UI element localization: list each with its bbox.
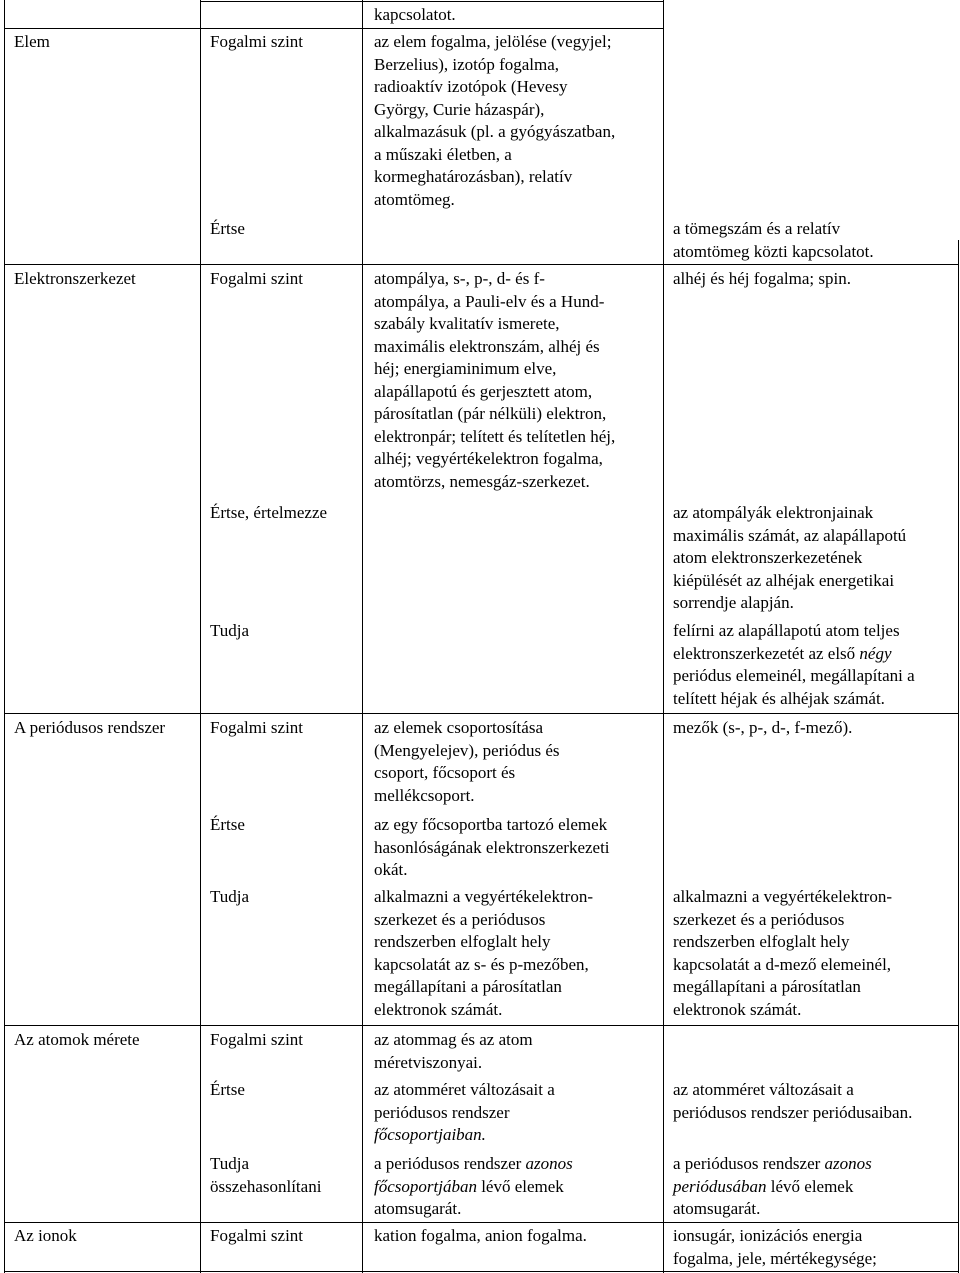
cell-text-line: elektronok számát. [673,999,802,1019]
cell-text-line: kiépülését az alhéjak energetikai [673,570,895,590]
table-border-left [4,0,5,1273]
cell-text-line: Értse [210,815,245,834]
cell-text-line: alkalmazni a vegyértékelektron- [673,887,892,906]
advanced-level-cell [673,1153,872,1221]
cell-text-line: a műszaki életben, a [374,144,512,164]
cell-text-line: Értse [210,1080,245,1099]
level-cell [210,1153,321,1198]
middle-level-cell [374,886,593,1021]
row-divider [4,264,959,265]
cell-text-line: atom elektronszerkezetének [673,548,863,567]
level-cell [210,814,245,837]
cell-text-line: megállapítani a párosítatlan [374,977,562,996]
cell-text-line: atompálya, s-, p-, d- és f- [374,269,545,288]
cell-text-line: atomtörzs, nemesgáz-szerkezet. [374,471,590,491]
cell-text-line: kapcsolatát a d-mező elemeinél, [673,954,892,974]
cell-text-line: (Mengyelejev), periódus és [374,740,560,760]
cell-text-line: sorrendje alapján. [673,593,794,612]
middle-level-cell [374,31,615,211]
cell-text-line: héj; energiaminimum elve, [374,359,557,378]
cell-text-line: Elektronszerkezet [14,269,136,288]
advanced-level-cell [673,502,906,615]
advanced-level-cell [673,1225,877,1270]
cell-text-line: atomtömeg közti kapcsolatot. [673,241,874,261]
cell-text-line: kormeghatározásban), relatív [374,167,573,186]
level-cell [210,31,303,54]
cell-text-line: párosítatlan (pár nélküli) elektron, [374,404,607,423]
cell-text-line: megállapítani a párosítatlan [673,977,861,996]
advanced-level-cell [673,268,851,291]
cell-text-line: alhéj és héj fogalma; spin. [673,269,851,288]
cell-text-line: ionsugár, ionizációs energia [673,1226,863,1245]
table-border-bottom [4,1271,959,1272]
cell-text-line: az atomméret változásait a [673,1080,854,1099]
level-cell [210,1029,303,1052]
cell-text-line: Az ionok [14,1226,77,1245]
cell-text-line: rendszerben elfoglalt hely [673,932,850,951]
level-cell [210,620,249,643]
topic-cell [14,268,136,291]
middle-level-cell [374,1029,533,1074]
cell-text-line: főcsoportjaiban. [374,1125,486,1144]
cell-text-line: periódusos rendszer [374,1102,510,1122]
middle-level-cell [374,268,615,493]
cell-text-line: maximális elektronszám, alhéj és [374,336,600,356]
cell-text-line: méretviszonyai. [374,1052,483,1072]
cell-text-line: elektronok számát. [374,999,503,1019]
row-divider [4,1222,959,1223]
cell-text-line: atomsugarát. [374,1199,462,1218]
cell-text-line: rendszerben elfoglalt hely [374,932,551,951]
cell-text-line: atompálya, a Pauli-elv és a Hund- [374,291,605,311]
cell-text-line: Tudja [210,887,250,906]
cell-text-line: Fogalmi szint [210,1030,304,1049]
cell-text-line: összehasonlítani [210,1176,322,1196]
cell-text-line: alkalmazásuk (pl. a gyógyászatban, [374,122,616,141]
cell-text-line: kapcsolatot. [374,5,456,24]
level-cell [210,886,249,909]
cell-text-line: szerkezet és a periódusos [374,909,546,929]
cell-text-line: az elemek csoportosítása [374,718,543,737]
col4-divider [663,0,664,1273]
cell-text-line: az atomméret változásait a [374,1080,555,1099]
advanced-level-cell [673,620,915,710]
cell-text-line: Az atomok mérete [14,1030,140,1049]
cell-text-line: okát. [374,860,408,879]
cell-text-line: mezők (s-, p-, d-, f-mező). [673,718,853,737]
level-cell [210,268,303,291]
level-cell [210,717,303,740]
cell-text-line: A periódusos rendszer [14,718,166,737]
advanced-level-cell [673,717,852,740]
topic-cell [14,31,50,54]
cell-text-line: alhéj; vegyértékelektron fogalma, [374,449,603,468]
cell-text-line: főcsoportjában lévő elemek [374,1176,564,1196]
topic-cell [14,717,165,740]
cell-text-line: alapállapotú és gerjesztett atom, [374,381,593,401]
advanced-level-cell [673,1079,912,1124]
cell-text-line: Elem [14,32,50,51]
topic-cell [14,1029,140,1052]
cell-text-line: felírni az alapállapotú atom teljes [673,621,900,640]
cell-text-line: mellékcsoport. [374,785,475,805]
level-cell [210,502,327,525]
level-cell [210,1079,245,1102]
cell-text-line: telített héjak és alhéjak számát. [673,688,885,708]
cell-text-line: kation fogalma, anion fogalma. [374,1226,587,1245]
cell-text-line: az atommag és az atom [374,1030,533,1049]
cell-text-line: a periódusos rendszer azonos [374,1154,573,1173]
cell-text-line: a tömegszám és a relatív [673,219,841,238]
col2-divider [200,0,201,1273]
cell-text-line: maximális számát, az alapállapotú [673,525,907,545]
cell-text-line: Értse, értelmezze [210,503,328,522]
cell-text-line: Fogalmi szint [210,32,304,51]
middle-level-cell [374,1079,555,1147]
cell-text-line: periódusos rendszer periódusaiban. [673,1102,913,1122]
cell-text-line: atomsugarát. [673,1199,761,1218]
cell-text-line: periódusában lévő elemek [673,1176,854,1196]
row-divider [200,1,664,2]
advanced-level-cell [673,886,892,1021]
row-divider [4,28,664,29]
cell-text-line: az elem fogalma, jelölése (vegyjel; [374,32,612,51]
cell-text-line: Értse [210,219,245,238]
cell-text-line: Berzelius), izotóp fogalma, [374,54,560,74]
cell-text-line: Tudja [210,621,250,640]
cell-text-line: szerkezet és a periódusos [673,909,845,929]
table-border-right [958,240,959,1273]
middle-level-cell [374,1153,573,1221]
cell-text-line: az egy főcsoportba tartozó elemek [374,815,608,834]
cell-text-line: a periódusos rendszer azonos [673,1154,872,1173]
middle-level-cell [374,4,456,27]
advanced-level-cell [673,218,874,263]
row-divider [4,1025,959,1026]
level-cell [210,218,245,241]
cell-text-line: Fogalmi szint [210,1226,304,1245]
cell-text-line: szabály kvalitatív ismerete, [374,314,560,333]
cell-text-line: radioaktív izotópok (Hevesy [374,77,568,96]
middle-level-cell [374,717,560,807]
cell-text-line: alkalmazni a vegyértékelektron- [374,887,593,906]
cell-text-line: kapcsolatát az s- és p-mezőben, [374,954,589,974]
cell-text-line: György, Curie házaspár), [374,99,545,119]
cell-text-line: Tudja [210,1154,250,1173]
cell-text-line: elektronszerkezetét az első négy [673,643,892,663]
cell-text-line: az atompályák elektronjainak [673,503,874,522]
cell-text-line: Fogalmi szint [210,269,304,288]
middle-level-cell [374,814,610,882]
topic-cell [14,1225,77,1248]
middle-level-cell [374,1225,587,1248]
col3-divider [362,0,363,1273]
cell-text-line: fogalma, jele, mértékegysége; [673,1248,877,1268]
level-cell [210,1225,303,1248]
row-divider [4,713,959,714]
cell-text-line: csoport, főcsoport és [374,763,516,782]
cell-text-line: hasonlóságának elektronszerkezeti [374,837,610,857]
cell-text-line: periódus elemeinél, megállapítani a [673,666,915,685]
cell-text-line: atomtömeg. [374,189,455,209]
cell-text-line: elektronpár; telített és telítetlen héj, [374,426,616,446]
cell-text-line: Fogalmi szint [210,718,304,737]
